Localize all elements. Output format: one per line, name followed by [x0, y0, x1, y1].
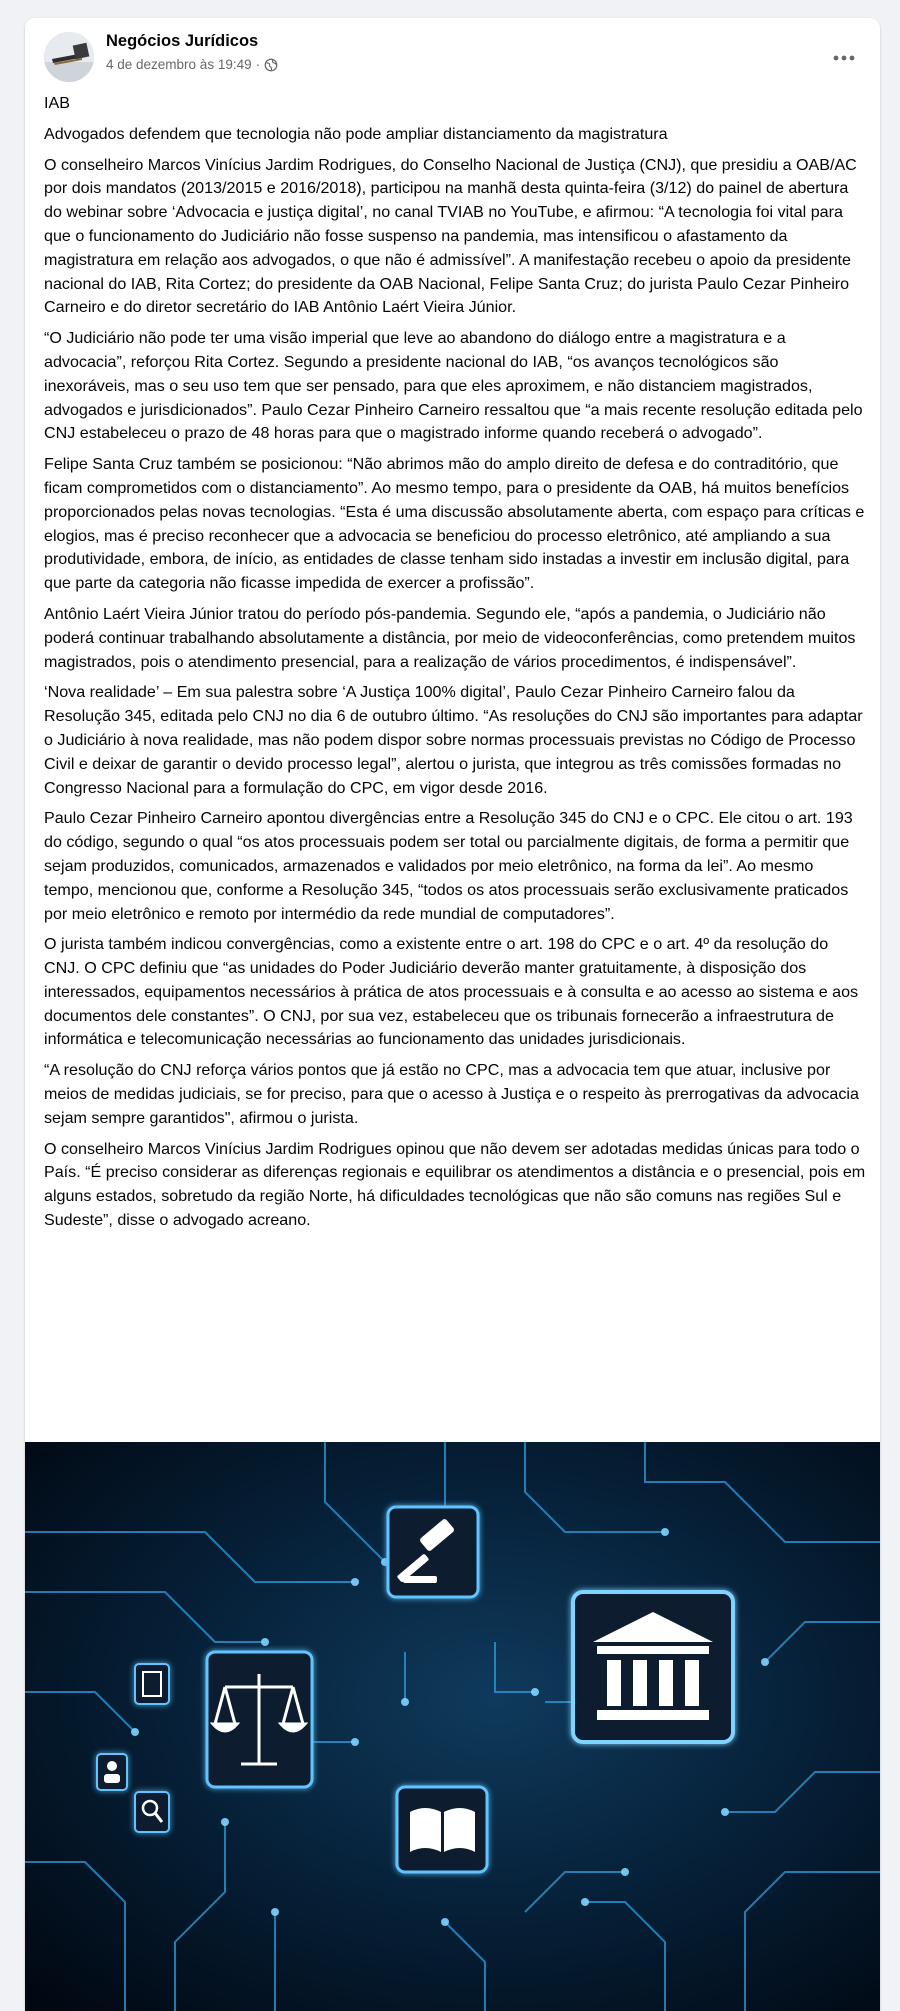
- post-paragraph: Antônio Laért Vieira Júnior tratou do período pós-pandemia. Segundo ele, “após a pandemia, o Judiciário não poderá continuar trabalhando absolutamente a distância, por meio de videoconferências, como pretendem muitos magistrados, pois o atendimento presencial, para a realização de vários procedimentos, é indispensável”.: [44, 604, 856, 671]
- post-paragraph: “A resolução do CNJ reforça vários pontos que já estão no CPC, mas a advocacia tem que atuar, inclusive por meios de medidas judiciais, se for preciso, para que o acesso à Justiça e o respeito às prerrogativas da advocacia sejam sempre garantidos", afirmou o jurista.: [44, 1061, 859, 1127]
- magnifier-icon: [135, 1792, 169, 1832]
- page-name[interactable]: Negócios Jurídicos: [106, 32, 259, 50]
- digital-justice-illustration: [25, 1442, 880, 2011]
- post-paragraph: O conselheiro Marcos Vinícius Jardim Rodrigues opinou que não devem ser adotadas medidas únicas para todo o País. “É preciso considerar as diferenças regionais e equilibrar os atendimentos a distância e o presencial, pois em alguns estados, sobretudo da região Norte, há dificuldades tecnológicas que não são comuns nas regiões Sul e Sudeste”, disse o advogado acreano.: [44, 1139, 866, 1230]
- post-paragraph: Paulo Cezar Pinheiro Carneiro apontou divergências entre a Resolução 345 do CNJ e o CPC. Ele citou o art. 193 do código, segundo o qual “os atos processuais podem ser total ou parcialmente digitais, de forma a permitir que sejam produzidos, comunicados, armazenados e validados por meio eletrônico, na forma da lei”. Ao mesmo tempo, mencionou que, conforme a Resolução 345, “todos os atos processuais serão exclusivamente praticados por meio eletrônico e remoto por intermédio da rede mundial de computadores”.: [44, 809, 853, 923]
- post-paragraph: “O Judiciário não pode ter uma visão imperial que leve ao abandono do diálogo entre a magistratura e a advocacia”, reforçou Rita Cortez. Segundo a presidente nacional do IAB, “os avanços tecnológicos são inexoráveis, mas o seu uso tem que ser pensado, para que eles aproximem, e não distanciem magistrados, advogados e jurisdicionados”. Paulo Cezar Pinheiro Carneiro ressaltou que “a mais recente resolução editada pelo CNJ estabeleceu o prazo de 48 horas para que o magistrado informe quando receberá o advogado”.: [44, 329, 863, 443]
- person-icon: [97, 1754, 127, 1790]
- post-timestamp[interactable]: 4 de dezembro às 19:49: [106, 57, 252, 72]
- more-options-button[interactable]: [826, 40, 862, 76]
- post-header: [25, 18, 880, 88]
- page-avatar[interactable]: [44, 32, 94, 82]
- post-paragraph: Advogados defendem que tecnologia não pode ampliar distanciamento da magistratura: [44, 124, 668, 143]
- document-icon: [135, 1664, 169, 1704]
- post-paragraph: Felipe Santa Cruz também se posicionou: “Não abrimos mão do amplo direito de defesa e do contraditório, que ficam comprometidos com o distanciamento”. Ao mesmo tempo, para o presidente da OAB, há muitos benefícios proporcionados pelas novas tecnologias. “Esta é uma discussão absolutamente aberta, com espaço para críticas e elogios, mas é preciso reconhecer que a advocacia se beneficiou do processo eletrônico, até ampliando a sua produtividade, embora, de início, as entidades de classe tenham sido instadas a investir em inclusão digital, para que parte da categoria não ficasse impedida de exercer a profissão”.: [44, 455, 865, 593]
- post-meta: [106, 57, 278, 72]
- post-body: [44, 92, 866, 1240]
- book-icon: [397, 1787, 487, 1872]
- post-paragraph: IAB: [44, 94, 70, 112]
- post-paragraph: O conselheiro Marcos Vinícius Jardim Rodrigues, do Conselho Nacional de Justiça (CNJ), que presidiu a OAB/AC por dois mandatos (2013/2015 e 2016/2018), participou na manhã desta quinta-feira (3/12) do painel de abertura do webinar sobre ‘Advocacia e justiça digital’, no canal TVIAB no YouTube, e afirmou: “A tecnologia foi vital para que o funcionamento do Judiciário não fosse suspenso na pandemia, mas intensificou o afastamento da magistratura em relação aos advogados, o que não é admissível”. A manifestação recebeu o apoio da presidente nacional do IAB, Rita Cortez; do presidente da OAB Nacional, Felipe Santa Cruz; do jurista Paulo Cezar Pinheiro Carneiro e do diretor secretário do IAB Antônio Laért Vieira Júnior.: [44, 155, 857, 317]
- more-options-icon: [833, 55, 855, 61]
- gavel-icon: [388, 1507, 478, 1597]
- post-image[interactable]: [25, 1442, 880, 2011]
- meta-separator: ·: [255, 57, 261, 72]
- post-card: [25, 18, 880, 2011]
- scales-icon: [207, 1652, 312, 1787]
- post-paragraph: O jurista também indicou convergências, como a existente entre o art. 198 do CPC e o art. 4º da resolução do CNJ. O CPC definiu que “as unidades do Poder Judiciário deverão manter gratuitamente, à disposição dos interessados, equipamentos necessários à prática de atos processuais e à consulta e ao acesso ao sistema e aos documentos dele constantes”. O CNJ, por sua vez, estabeleceu que os tribunais fornecerão a infraestrutura de informática e telecomunicação necessárias ao funcionamento das unidades jurisdicionais.: [44, 935, 859, 1049]
- courthouse-icon: [573, 1592, 733, 1742]
- post-paragraph: ‘Nova realidade’ – Em sua palestra sobre ‘A Justiça 100% digital’, Paulo Cezar Pinheiro Carneiro falou da Resolução 345, editada pelo CNJ no dia 6 de outubro último. “As resoluções do CNJ são importantes para adaptar o Judiciário à nova realidade, mas não podem dispor sobre normas processuais previstas no Código de Processo Civil e deixar de garantir o devido processo legal”, alertou o jurista, que integrou as três comissões formadas no Congresso Nacional para a formulação do CPC, em vigor desde 2016.: [44, 683, 863, 797]
- avatar-image: [44, 32, 94, 82]
- globe-icon[interactable]: [264, 58, 278, 72]
